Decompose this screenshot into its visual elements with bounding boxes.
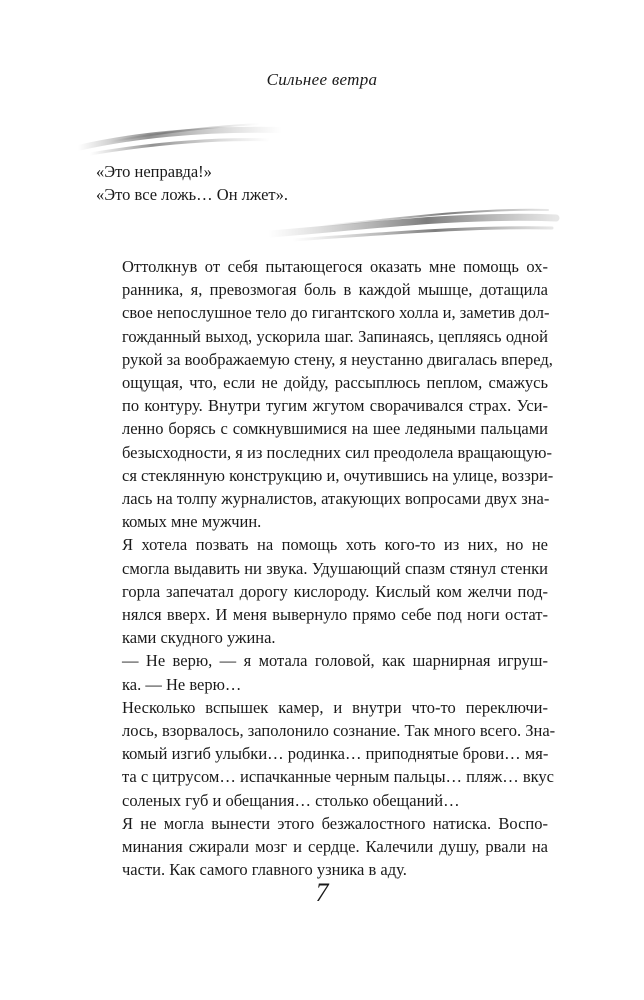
text-line: комых мне мужчин. [122, 512, 262, 532]
paragraph [96, 649, 548, 695]
text-line: части. Как самого главного узника в аду. [122, 860, 407, 880]
text-line: гожданный выход, ускорила шаг. Запинаясь, цепляясь одной [122, 326, 548, 346]
text-line: безысходности, я из последних сил преодолела вращающую- [122, 442, 552, 462]
epigraph-line: «Это неправда!» [96, 162, 212, 181]
text-line: рукой за воображаемую стену, я неустанно двигалась вперед, [122, 349, 553, 369]
text-line: свое непослушное тело до гигантского холла и, заметив дол- [122, 303, 550, 323]
text-line: смогла выдавить ни звука. Удушающий спазм стянул стенки [122, 558, 548, 578]
text-line: Я не могла вынести этого безжалостного натиска. Воспо- [122, 813, 548, 833]
text-line: Я хотела позвать на помощь хоть кого-то из них, но не [122, 535, 548, 555]
page-number: 7 [315, 878, 329, 907]
text-line: минания сжирали мозг и сердце. Калечили душу, рвали на [122, 837, 548, 857]
body-text [96, 255, 556, 881]
text-line: Несколько вспышек камер, и внутри что-то переключи- [122, 697, 548, 717]
text-line: горла запечатал дорогу кислороду. Кислый ком желчи под- [122, 581, 548, 601]
paragraph [96, 255, 554, 533]
text-line: — Не верю, — я мотала головой, как шарнирная игруш- [122, 651, 548, 671]
decorative-swoosh-bottom [262, 198, 562, 252]
epigraph-line: «Это все ложь… Он лжет». [96, 185, 288, 204]
text-line: соленых губ и обещания… столько обещаний… [122, 790, 460, 810]
text-line: лось, взорвалось, заполонило сознание. Так много всего. Зна- [122, 721, 556, 741]
paragraph [96, 812, 548, 882]
text-line: ощущая, что, если не дойду, рассыплюсь пеплом, смажусь [122, 373, 548, 393]
text-line: ранника, я, превозмогая боль в каждой мышце, дотащила [122, 280, 548, 300]
text-line: нялся вверх. И меня вывернуло прямо себе под ноги остат- [122, 605, 548, 625]
decorative-swoosh-top [70, 118, 290, 166]
text-line: ся стеклянную конструкцию и, очутившись на улице, воззри- [122, 465, 554, 485]
text-line: по контуру. Внутри тугим жгутом сворачивался страх. Уси- [122, 396, 548, 416]
paragraph [96, 533, 548, 649]
text-line: ка. — Не верю… [122, 674, 242, 694]
text-line: ками скудного ужина. [122, 628, 276, 648]
running-header-title: Сильнее ветра [266, 70, 378, 89]
paragraph [96, 696, 556, 812]
text-line: комый изгиб улыбки… родинка… приподнятые брови… мя- [122, 744, 549, 764]
text-line: лась на толпу журналистов, атакующих вопросами двух зна- [122, 489, 550, 509]
text-line: та с цитрусом… испачканные черным пальцы… пляж… вкус [122, 767, 554, 787]
text-line: ленно борясь с сомкнувшимися на шее ледяными пальцами [122, 419, 548, 439]
epigraph [96, 160, 288, 206]
text-line: Оттолкнув от себя пытающегося оказать мне помощь ох- [122, 257, 548, 276]
